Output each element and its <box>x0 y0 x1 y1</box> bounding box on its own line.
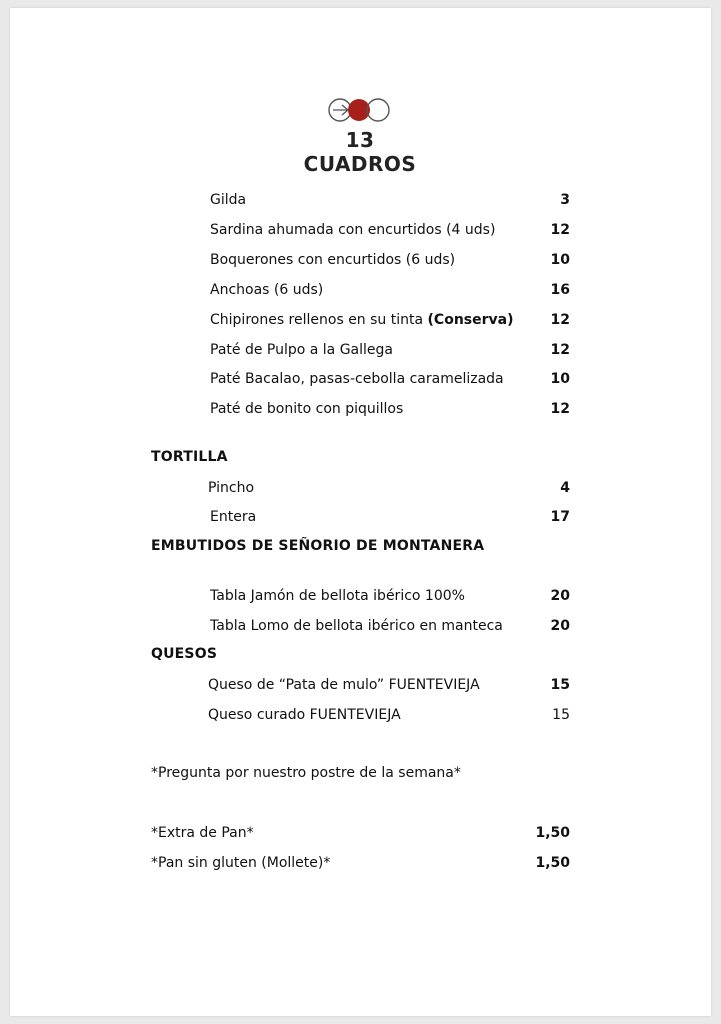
item-name: *Extra de Pan* <box>151 825 254 841</box>
item-price: 10 <box>550 252 570 268</box>
item-price: 4 <box>560 480 570 496</box>
item-price: 16 <box>550 282 570 298</box>
item-name: Queso curado FUENTEVIEJA <box>208 707 401 723</box>
item-name: Paté Bacalao, pasas-cebolla caramelizada <box>210 371 504 387</box>
item-price: 1,50 <box>535 825 570 841</box>
item-name: *Pan sin gluten (Mollete)* <box>151 855 331 871</box>
item-price: 12 <box>550 222 570 238</box>
item-name: Gilda <box>210 192 247 208</box>
postre-note: *Pregunta por nuestro postre de la semana* <box>151 765 461 781</box>
section-title-tortilla: TORTILLA <box>151 449 228 465</box>
item-name: Queso de “Pata de mulo” FUENTEVIEJA <box>208 677 480 693</box>
brand-name: 13 CUADROS <box>303 128 417 176</box>
section-title-embutidos: EMBUTIDOS DE SEÑORIO DE MONTANERA <box>151 538 485 554</box>
item-price: 12 <box>550 401 570 417</box>
section-title-quesos: QUESOS <box>151 646 218 662</box>
item-price: 20 <box>550 588 570 604</box>
item-name-text: Chipirones rellenos en su tinta <box>210 312 428 328</box>
item-name-bold: (Conserva) <box>427 312 514 328</box>
item-name: Anchoas (6 uds) <box>210 282 324 298</box>
item-price: 15 <box>550 677 570 693</box>
item-price: 12 <box>550 342 570 358</box>
item-price: 3 <box>560 192 570 208</box>
item-price: 20 <box>550 618 570 634</box>
item-name: Boquerones con encurtidos (6 uds) <box>210 252 456 268</box>
item-name: Entera <box>210 509 257 525</box>
item-name: Paté de bonito con piquillos <box>210 401 404 417</box>
item-price: 1,50 <box>535 855 570 871</box>
item-price: 12 <box>550 312 570 328</box>
brand-logo-icon <box>326 96 392 124</box>
item-name <box>210 309 514 331</box>
item-name: Paté de Pulpo a la Gallega <box>210 342 393 358</box>
item-name: Sardina ahumada con encurtidos (4 uds) <box>210 222 496 238</box>
item-name: Pincho <box>208 480 255 496</box>
item-name: Tabla Jamón de bellota ibérico 100% <box>210 588 465 604</box>
item-price: 10 <box>550 371 570 387</box>
item-price: 17 <box>550 509 570 525</box>
item-price: 15 <box>552 707 570 723</box>
item-name: Tabla Lomo de bellota ibérico en manteca <box>210 618 503 634</box>
